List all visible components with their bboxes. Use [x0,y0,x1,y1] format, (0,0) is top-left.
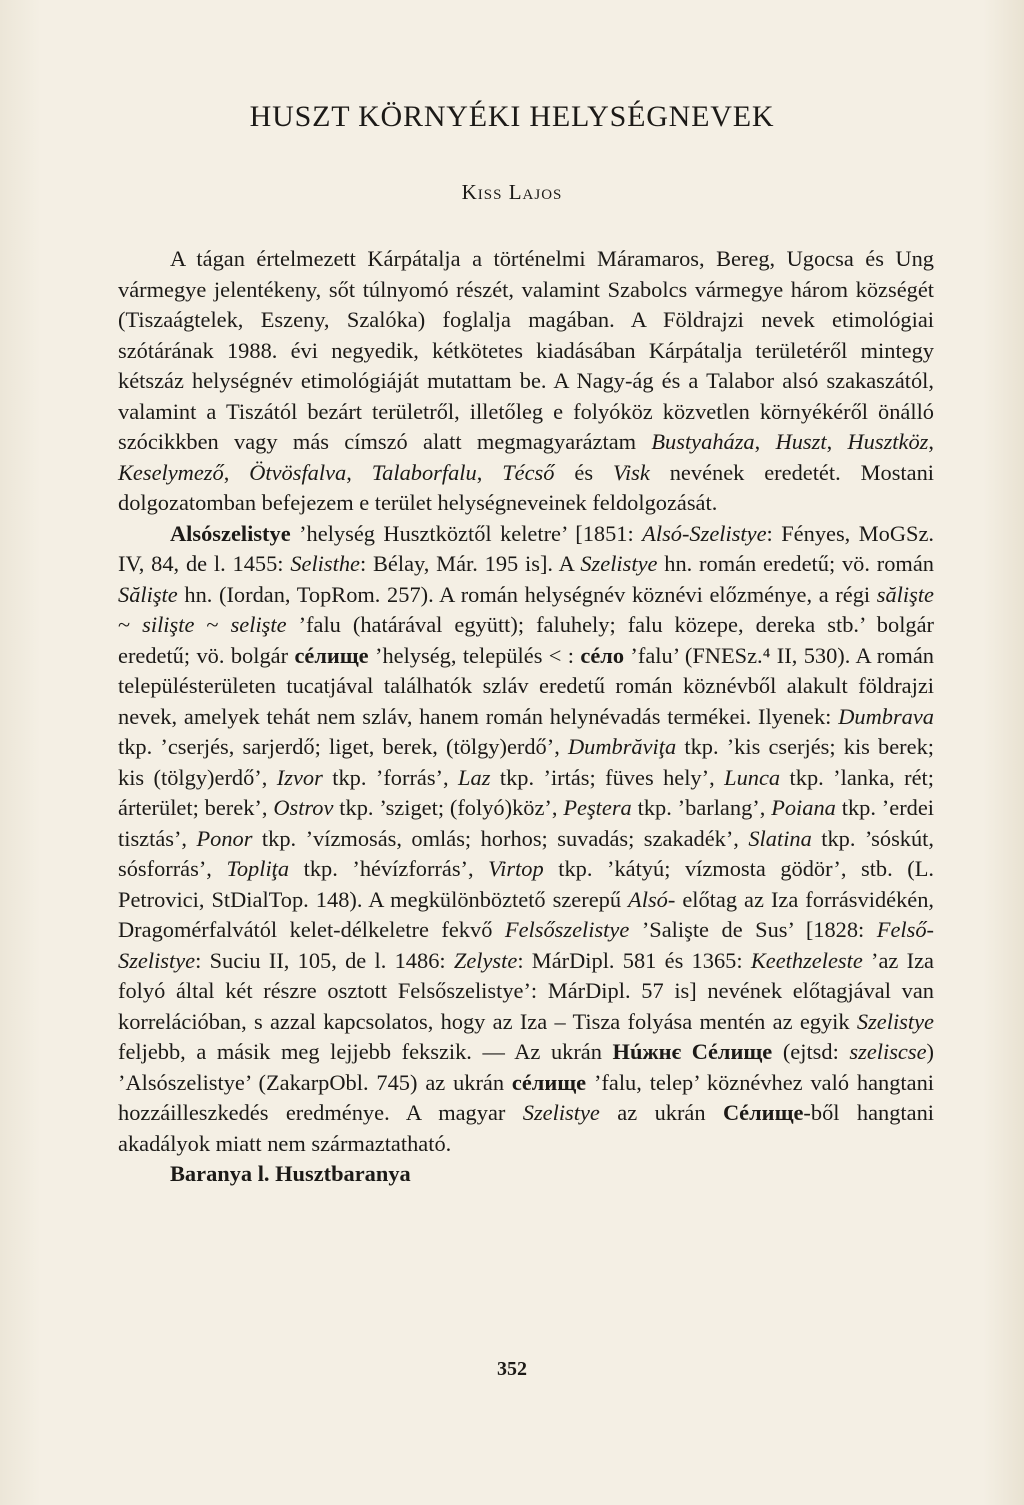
text-run: ’falu (határával együtt); faluhely; falu közepe, dereka stb.’ bolgár eredetű; vö. bolgár [118,612,935,668]
italic-form: Ostrov [273,795,334,820]
text-run: és [554,459,613,485]
italic-form: Ponor [196,825,253,851]
italic-form: Zelyste [453,947,518,973]
cyrillic-form: Нúжнє Сéлище [612,1039,773,1064]
text-run: : MárDipl. 581 és 1365: [517,947,751,973]
text-run: ’Salişte de Sus’ [1828: [629,917,877,942]
cyrillic-form: сéлище [294,642,369,668]
place-name: Visk [612,459,650,485]
text-run: : Bélay, Már. 195 is]. A [359,551,581,576]
entry-headword: Alsószelistye [170,520,291,546]
italic-form: Sălişte [118,581,178,607]
text-run: tkp. ’irtás; füves hely’, [490,764,725,790]
italic-form: Alsó- [628,886,676,912]
text-run: tkp. ’lanka, rét; árterület; berek’, [118,764,934,820]
text-run: tkp. ’barlang’, [631,795,772,820]
italic-form: Laz [458,764,491,790]
text-run: ’falu’ (FNESz.⁴ II, 530). A román településterületen tucatjával találhatók szláv eredetű román köznévből alakult földrajzi nevek, amelyek tehát nem szláv, hanem román helynévadás termékei. Ilyenek: [118,642,934,729]
page-title: HUSZT KÖRNYÉKI HELYSÉGNEVEK [249,100,775,133]
italic-form: Felső-Szelistye [118,917,934,973]
text-run: ~ [194,612,231,637]
italic-form: Topliţa [226,856,290,881]
entry-alsoszelistye [118,519,934,1160]
text-run: hn. (Iordan, TopRom. 257). A román helységnév köznévi előzménye, a régi [177,581,877,607]
italic-form: selişte [230,612,287,637]
text-run: tkp. ’kis cserjés; kis berek; kis (tölgy)erdő’, [118,734,934,790]
text-run: hn. román eredetű; vö. román [657,551,934,576]
place-name: Keselymező [118,459,224,485]
text-run: tkp. ’sóskút, sósforrás’, [118,825,934,881]
text-run: (ejtsd: [772,1039,850,1064]
text-run: az ukrán [599,1100,723,1125]
text-run: ) ’Alsószelistye’ (ZakarpObl. 745) az ukrán [118,1039,934,1095]
place-name: Ötvösfalva [249,459,347,485]
place-name: Talaborfalu [371,459,477,485]
italic-form: Szelistye [856,1008,934,1034]
author-name: Kiss Lajos [461,180,563,204]
italic-form: Lunca [724,764,781,790]
entry-baranya [118,1159,934,1190]
text-run: , [223,459,250,485]
italic-form: Felsőszelistye [504,917,630,942]
cyrillic-form: Céлище [723,1100,804,1125]
intro-paragraph [118,244,934,519]
text-run: ’az Iza folyó által két részre osztott Felsőszelistye’: MárDipl. 57 is] nevének előtagjával van korrelációban, s azzal kapcsolatos, hogy az Iza – Tisza folyása mentén az egyik [118,947,934,1034]
cyrillic-form: céло [580,642,625,668]
text-run: tkp. ’erdei tisztás’, [118,795,935,851]
text-run: , [826,429,848,454]
cyrillic-form: céлище [511,1069,587,1095]
text-run: , [928,429,934,454]
place-name: Técső [502,459,555,485]
text-run: tkp. ’sziget; (folyó)köz’, [333,795,564,820]
entry-headword: Baranya l. Husztbaranya [170,1161,411,1186]
text-run: tkp. ’cserjés, sarjerdő; liget, berek, (tölgy)erdő’, [118,734,568,759]
text-run: ’helység, település < : [368,642,581,668]
text-run: előtag az Iza forrásvidékén, Dragomérfalvától kelet-délkeletre fekvő [118,886,934,942]
text-run: ~ [118,612,143,637]
text-run: feljebb, a másik meg lejjebb fekszik. — Az ukrán [118,1039,613,1064]
text-run: : Suciu II, 105, de l. 1486: [195,947,454,973]
text-run: tkp. ’kátyú; vízmosta gödör’, stb. (L. Petrovici, StDialTop. 148). A megkülönböztető szerepű [118,856,934,912]
italic-form: Selisthe [290,551,360,576]
text-run: , [346,459,372,485]
text-run: tkp. ’vízmosás, omlás; horhos; suvadás; szakadék’, [252,825,749,851]
italic-form: Szelistye [580,551,658,576]
italic-form: Keethzeleste [750,947,863,973]
text-run: ’falu, telep’ köznévhez való hangtani hozzáilleszkedés eredménye. A magyar [118,1069,934,1125]
place-name: Huszt [775,429,827,454]
place-name: Bustyaháza [651,429,755,454]
italic-form: szeliscse [849,1039,927,1064]
italic-form: silişte [142,612,195,637]
italic-form: Dumbrava [838,703,934,729]
text-run: -ből hangtani akadályok miatt nem származtatható. [118,1100,935,1156]
italic-form: Szelistye [522,1100,600,1125]
text-run: A tágan értelmezett Kárpátalja a történelmi Máramaros, Bereg, Ugocsa és Ung vármegye jelentékeny, sőt túlnyomó részét, valamint Szabolcs vármegye három községét (Tiszaágtelek, Eszeny, Szalóka) foglalja magában. A Földrajzi nevek etimológiai szótárának 1988. évi negyedik, kétkötetes kiadásában Kárpátalja területéről mintegy kétszáz helységnév etimológiáját mutattam be. A Nagy-ág és a Talabor alsó szakaszától, valamint a Tiszától bezárt területről, illetőleg e folyóköz közvetlen környékéről önálló szócikkben vagy más címszó alatt megmagyaráztam [118,246,934,454]
place-name: Husztköz [847,429,929,454]
italic-form: sălişte [876,581,934,607]
italic-form: Virtop [488,856,544,881]
italic-form: Poiana [771,795,836,820]
italic-form: Slatina [748,825,812,851]
text-run: nevének eredetét. Mostani dolgozatomban befejezem e terület helységneveinek feldolgozását. [118,459,934,515]
text-run: tkp. ’forrás’, [322,764,459,790]
text-run: ’helység Husztköztől keletre’ [1851: [290,520,643,546]
text-run: , [754,429,776,454]
text-run: , [476,459,503,485]
italic-form: Peştera [563,795,632,820]
page-number: 352 [497,1358,527,1380]
text-run: tkp. ’hévízforrás’, [289,856,489,881]
italic-form: Dumbrăviţa [567,734,677,759]
italic-form: Izvor [276,764,323,790]
text-run: : Fényes, MoGSz. IV, 84, de l. 1455: [118,520,934,576]
article-body [118,244,934,1190]
italic-form: Alsó-Szelistye [642,520,767,546]
